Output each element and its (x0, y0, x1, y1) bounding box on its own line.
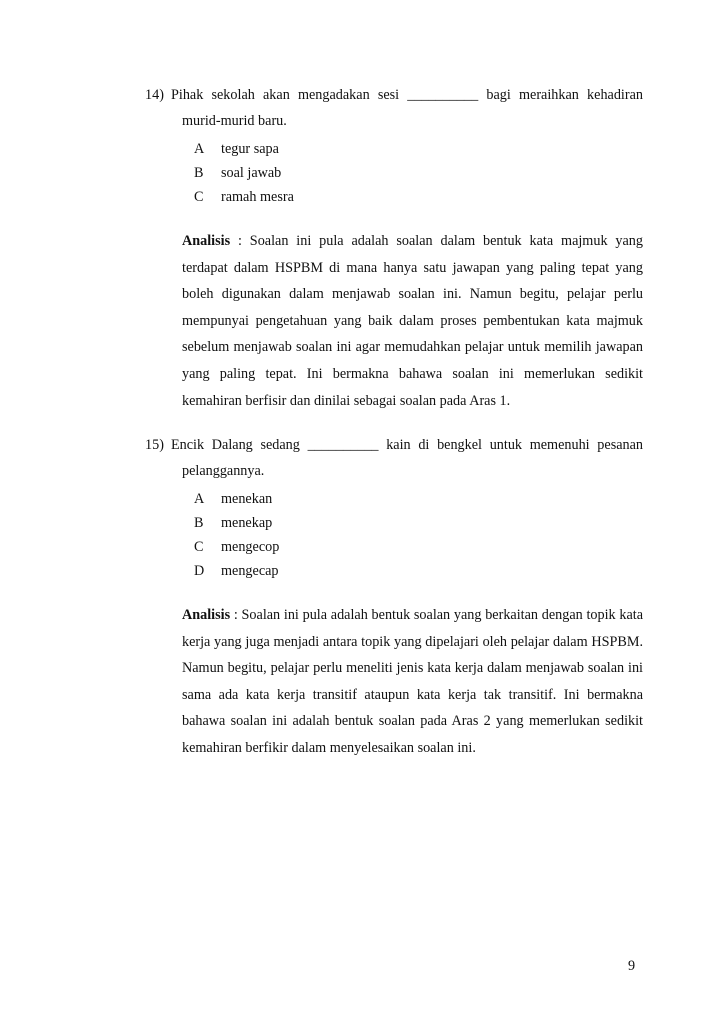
question-15 (145, 432, 643, 762)
question-stem: Pihak sekolah akan mengadakan sesi __________ bagi meraihkan kehadiran murid-murid baru. (171, 87, 643, 129)
option-d (194, 559, 643, 583)
option-letter: C (194, 189, 204, 205)
question-stem: Encik Dalang sedang __________ kain di bengkel untuk memenuhi pesanan pelanggannya. (171, 437, 643, 479)
question-text (145, 432, 643, 484)
option-text: menekan (221, 491, 273, 507)
option-letter: D (194, 563, 205, 579)
analysis-text: : Soalan ini pula adalah bentuk soalan yang berkaitan dengan topik kata kerja yang juga menjadi antara topik yang dipelajari oleh pelajar dalam HSPBM. Namun begitu, pelajar perlu meneliti jenis kata kerja dalam menjawab soalan ini sama ada kata kerja transitif ataupun kata kerja tak transitif. Ini bermakna bahawa soalan ini adalah bentuk soalan pada Aras 2 yang memerlukan sedikit kemahiran berfikir dalam menyelesaikan soalan ini. (182, 607, 643, 756)
question-number: 14) (145, 87, 164, 103)
option-a (194, 137, 643, 161)
option-letter: C (194, 539, 204, 555)
option-letter: B (194, 165, 204, 181)
option-letter: A (194, 491, 205, 507)
option-text: mengecop (221, 539, 280, 555)
option-a (194, 487, 643, 511)
analysis-label: Analisis (182, 233, 231, 249)
question-text (145, 82, 643, 134)
option-letter: B (194, 515, 204, 531)
options-list (194, 487, 643, 583)
options-list (194, 137, 643, 209)
option-c (194, 185, 643, 209)
option-text: tegur sapa (221, 141, 279, 157)
analysis-label: Analisis (182, 607, 231, 623)
analysis-paragraph (182, 228, 643, 414)
option-text: ramah mesra (221, 189, 294, 205)
option-text: soal jawab (221, 165, 282, 181)
question-number: 15) (145, 437, 164, 453)
analysis-text: : Soalan ini pula adalah soalan dalam bentuk kata majmuk yang terdapat dalam HSPBM di mana hanya satu jawapan yang paling tepat yang boleh digunakan dalam menjawab soalan ini. Namun begitu, pelajar perlu mempunyai pengetahuan yang baik dalam proses pembentukan kata majmuk sebelum menjawab soalan ini agar memudahkan pelajar untuk memilih jawapan yang paling tepat. Ini bermakna bahawa soalan ini memerlukan sedikit kemahiran berfisir dan dinilai sebagai soalan pada Aras 1. (182, 233, 643, 409)
option-c (194, 535, 643, 559)
page-number: 9 (628, 958, 636, 974)
option-letter: A (194, 141, 205, 157)
analysis-paragraph (182, 602, 643, 762)
option-text: mengecap (221, 563, 279, 579)
option-b (194, 161, 643, 185)
option-b (194, 511, 643, 535)
question-14 (145, 82, 643, 414)
option-text: menekap (221, 515, 273, 531)
